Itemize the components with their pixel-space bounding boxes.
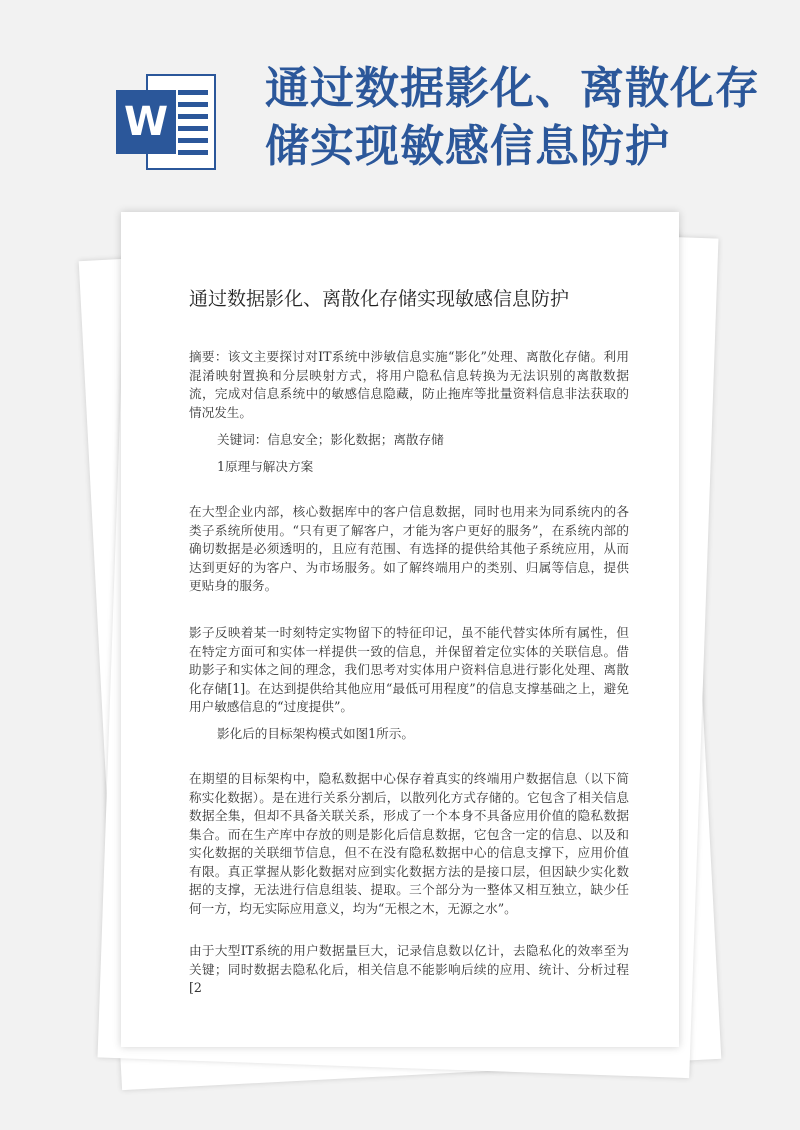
body-paragraph-2: 影子反映着某一时刻特定实物留下的特征印记，虽不能代替实体所有属性，但在特定方面可和实体一样提供一致的信息，并保留着定位实体的关联信息。借助影子和实体之间的理念，我们思考对实体用户资料信息进行影化处理、离散化存储[1]。在达到提供给其他应用“最低可用程度”的信息支撑基础之上，避免用户敏感信息的“过度提供”。 (189, 625, 629, 714)
body-paragraph-3: 影化后的目标架构模式如图1所示。 (217, 726, 414, 741)
sheet-line (178, 114, 208, 119)
body-paragraph-4: 在期望的目标架构中，隐私数据中心保存着真实的终端用户数据信息（以下简称实化数据）。是在进行关系分割后，以散列化方式存储的。它包含了相关信息数据全集，但却不具备关联关系，形成了一个本身不具备应用价值的隐私数据集合。而在生产库中存放的则是影化后信息数据，它包含一定的信息、以及和实化数据的关联细节信息，但不在没有隐私数据中心的信息支撑下，应用价值有限。真正掌握从影化数据对应到实化数据方法的是接口层，但因缺少实化数据的支撑，无法进行信息组装、提取。三个部分为一整体又相互独立，缺少任何一方，均无实际应用意义，均为“无根之木，无源之水”。 (189, 771, 629, 916)
sheet-line (178, 90, 208, 95)
banner (0, 0, 800, 215)
sheet-line (178, 150, 208, 155)
word-letter-badge: W (116, 90, 176, 154)
abstract-paragraph: 摘要：该文主要探讨对IT系统中涉敏信息实施“影化”处理、离散化存储。利用混淆映射置换和分层映射方式，将用户隐私信息转换为无法识别的离散数据流，完成对信息系统中的敏感信息隐藏，防止拖库等批量资料信息非法获取的情况发生。 (189, 349, 629, 420)
keywords-line: 关键词：信息安全；影化数据；离散存储 (217, 432, 444, 447)
document-title: 通过数据影化、离散化存储实现敏感信息防护 (189, 288, 570, 310)
body-paragraph-1: 在大型企业内部，核心数据库中的客户信息数据，同时也用来为同系统内的各类子系统所使用。“只有更了解客户，才能为客户更好的服务”，在系统内部的确切数据是必须透明的，且应有范围、有选择的提供给其他子系统应用，从而达到更好的为客户、为市场服务。如了解终端用户的类别、归属等信息，提供更贴身的服务。 (189, 504, 629, 593)
word-document-icon (116, 74, 216, 170)
sheet-line (178, 102, 208, 107)
document-page (121, 212, 679, 1047)
section-heading: 1原理与解决方案 (217, 459, 314, 474)
sheet-line (178, 126, 208, 131)
body-paragraph-5: 由于大型IT系统的用户数据量巨大，记录信息数以亿计，去隐私化的效率至为关键；同时数据去隐私化后，相关信息不能影响后续的应用、统计、分析过程[2 (189, 943, 629, 995)
sheet-line (178, 138, 208, 143)
banner-title: 通过数据影化、离散化存储实现敏感信息防护 (265, 63, 760, 172)
